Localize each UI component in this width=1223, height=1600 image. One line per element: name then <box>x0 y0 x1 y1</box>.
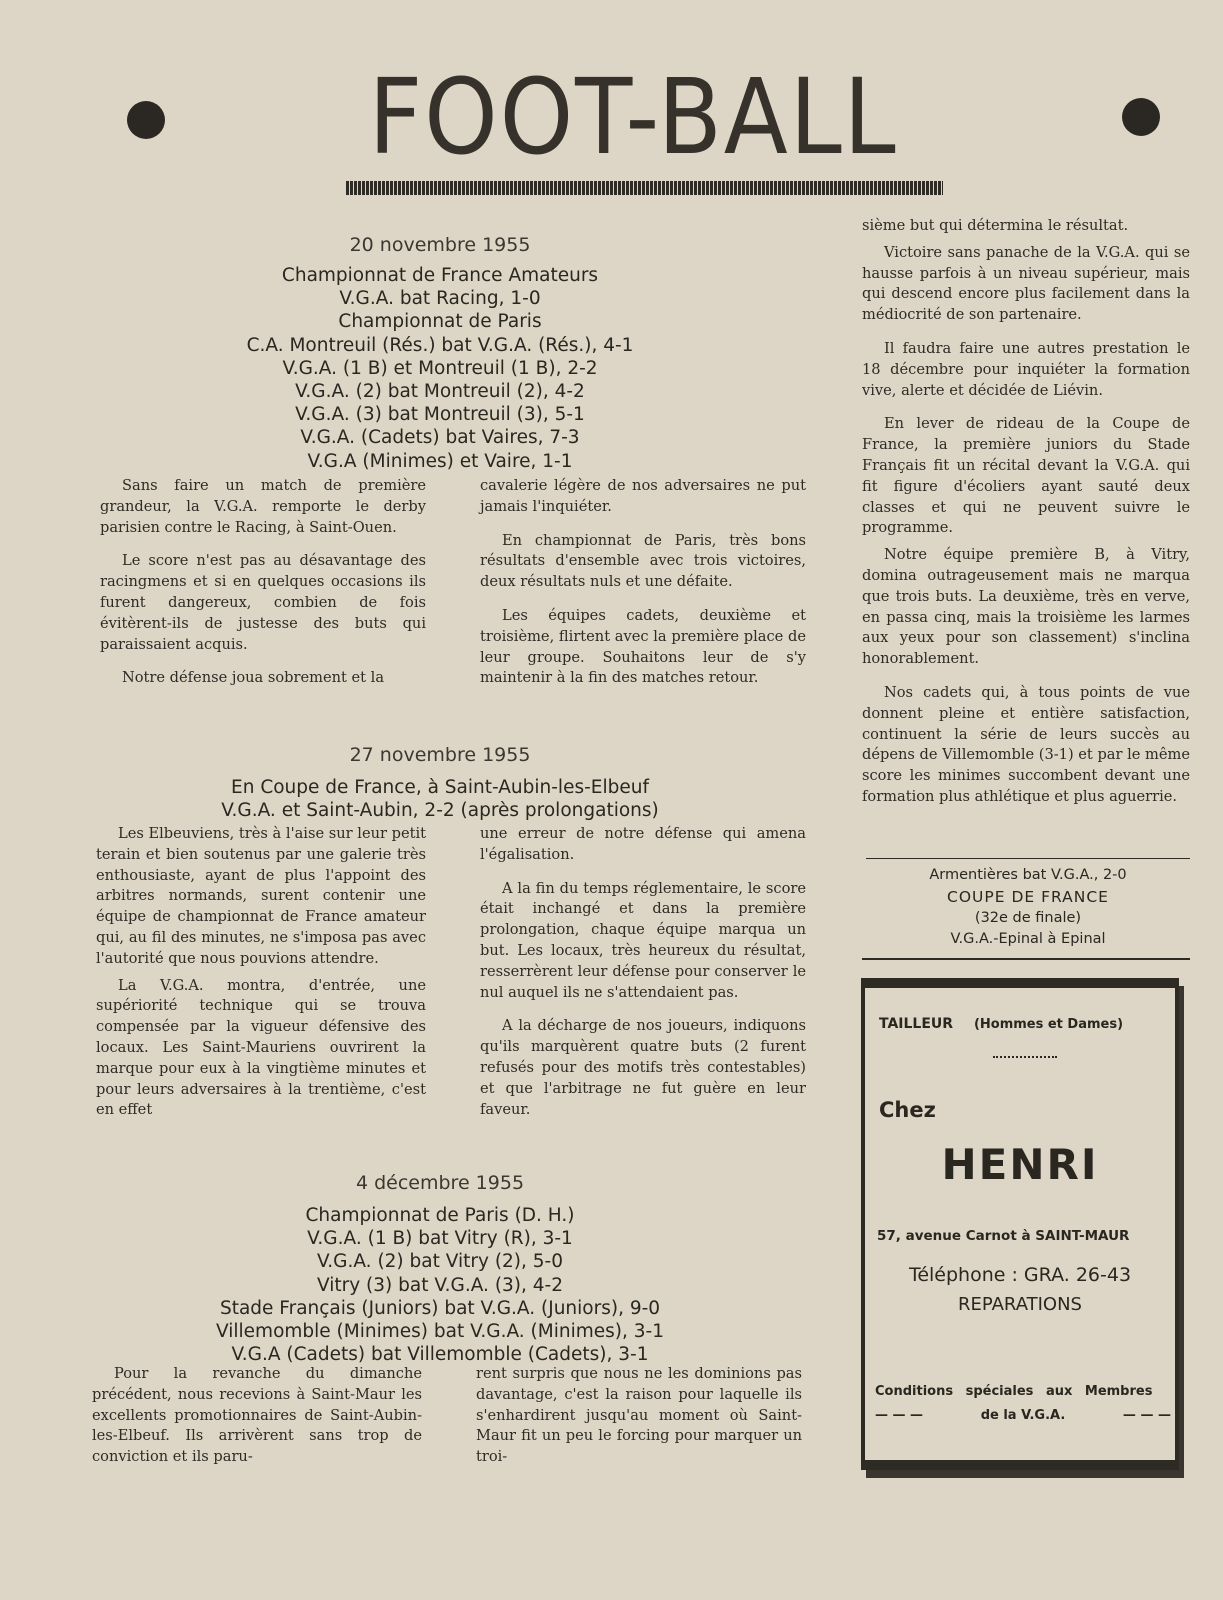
right-column <box>862 216 1190 821</box>
section-3-column-1 <box>92 1364 422 1481</box>
punch-hole-left <box>127 101 165 139</box>
ad-dashes-left: — — — <box>875 1408 924 1423</box>
right-column-divider-bottom <box>862 958 1190 960</box>
paragraph: sième but qui détermina le résultat. <box>862 217 1129 234</box>
paragraph: En championnat de Paris, très bons résultats d'ensemble avec trois victoires, deux résultats nuls et une défaite. <box>480 531 806 591</box>
ad-address: 57, avenue Carnot à SAINT-MAUR <box>877 1228 1130 1244</box>
section-2-column-2 <box>480 824 806 1133</box>
section-1-headlines <box>180 264 700 473</box>
paragraph: Les équipes cadets, deuxième et troisième, flirtent avec la première place de leur groupe. Souhaitons leur de s'y maintenir à la fin des matches retour. <box>480 606 806 687</box>
ad-name: HENRI <box>941 1140 1099 1189</box>
section-1-date: 20 novembre 1955 <box>349 234 531 256</box>
paragraph: A la fin du temps réglementaire, le score était inchangé et dans la première prolongation, chaque équipe marqua un but. Les locaux, très heureux du résultat, resserrèrent leur défense pour conserver le nul auquel ils ne s'attendaient pas. <box>480 879 806 1001</box>
page-title: FOOT-BALL <box>368 56 898 178</box>
headline: V.G.A (Minimes) et Vaire, 1-1 <box>307 450 573 472</box>
section-2-column-1 <box>96 824 426 1134</box>
headline: V.G.A. (2) bat Vitry (2), 5-0 <box>316 1251 564 1273</box>
punch-hole-right <box>1122 98 1160 136</box>
headline: Championnat de France Amateurs <box>281 265 599 286</box>
title-underline <box>346 181 943 195</box>
headline: V.G.A. et Saint-Aubin, 2-2 (après prolongations) <box>221 800 659 822</box>
section-2-headlines <box>160 776 720 822</box>
ad-dashes-right: — — — <box>1122 1408 1171 1423</box>
paragraph: A la décharge de nos joueurs, indiquons qu'ils marquèrent quatre buts (2 furent refusés pour des motifs très contestables) et que l'arbitrage ne fut guère en leur faveur. <box>480 1017 806 1118</box>
section-3-date: 4 décembre 1955 <box>355 1172 525 1194</box>
headline: V.G.A. (Cadets) bat Vaires, 7-3 <box>300 427 580 449</box>
headline: V.G.A. (3) bat Montreuil (3), 5-1 <box>295 404 585 426</box>
advertisement <box>861 978 1179 1470</box>
headline: C.A. Montreuil (Rés.) bat V.G.A. (Rés.), 4-1 <box>246 334 634 356</box>
headline: En Coupe de France, à Saint-Aubin-les-Elbeuf <box>231 777 649 798</box>
headline: V.G.A. (2) bat Montreuil (2), 4-2 <box>295 381 585 403</box>
paragraph: Nos cadets qui, à tous points de vue donnent pleine et entière satisfaction, continuent la série de leurs succès au dépens de Villemomble (3-1) et par le même score les minimes succombent devant une formation plus athlétique et plus aguerrie. <box>862 683 1190 805</box>
paragraph: Notre équipe première B, à Vitry, domina outrageusement mais ne marqua que trois buts. La deuxième, très en verve, en passa cinq, mais la troisième les larmes aux yeux pour son classement) s'inclina honorablement. <box>862 546 1190 668</box>
headline: Championnat de Paris <box>338 311 542 333</box>
result-heading: COUPE DE FRANCE <box>947 888 1109 906</box>
result-line: V.G.A.-Epinal à Epinal <box>950 931 1106 947</box>
result-subheading: (32e de finale) <box>974 910 1082 926</box>
ad-repairs: REPARATIONS <box>958 1294 1082 1315</box>
ad-conditions-member: de la V.G.A. <box>980 1408 1066 1423</box>
paragraph: Il faudra faire une autres prestation le 18 décembre pour inquiéter la formation vive, alerte et décidée de Liévin. <box>862 339 1190 399</box>
ad-conditions: Conditions spéciales aux Membres <box>875 1384 1153 1399</box>
ad-inner <box>865 988 1175 1460</box>
section-2-date: 27 novembre 1955 <box>349 744 531 766</box>
section-1-column-2 <box>480 476 806 702</box>
headline: Vitry (3) bat V.G.A. (3), 4-2 <box>316 1274 564 1296</box>
paragraph: Victoire sans panache de la V.G.A. qui se hausse parfois à un niveau supérieur, mais qui descend encore plus facilement dans la médiocrité de son partenaire. <box>862 243 1190 324</box>
paragraph: cavalerie légère de nos adversaires ne put jamais l'inquiéter. <box>480 477 806 515</box>
ad-trade: TAILLEUR <box>879 1016 954 1032</box>
results-box <box>866 864 1190 950</box>
headline: Villemomble (Minimes) bat V.G.A. (Minimes), 3-1 <box>216 1321 664 1343</box>
section-3-column-2 <box>476 1364 802 1481</box>
ad-ornament <box>993 1056 1057 1060</box>
ad-conditions-line2 <box>875 1408 1171 1423</box>
paragraph: Pour la revanche du dimanche précédent, nous recevions à Saint-Maur les excellents promotionnaires de Saint-Aubin-les-Elbeuf. Ils arrivèrent sans trop de conviction et ils paru- <box>92 1365 422 1466</box>
paragraph: Sans faire un match de première grandeur, la V.G.A. remporte le derby parisien contre le Racing, à Saint-Ouen. <box>100 477 426 536</box>
headline: V.G.A. (1 B) et Montreuil (1 B), 2-2 <box>282 357 598 379</box>
ad-chez: Chez <box>879 1098 936 1122</box>
paragraph: La V.G.A. montra, d'entrée, une supériorité technique qui se trouva compensée par la vigueur défensive des locaux. Les Saint-Mauriens ouvrirent la marque pour eux à la vingtième minutes et pour leurs adversaires à la trentième, c'est en effet <box>96 976 426 1119</box>
paragraph: une erreur de notre défense qui amena l'égalisation. <box>480 825 806 863</box>
ad-trade-detail: (Hommes et Dames) <box>973 1017 1124 1032</box>
headline: Stade Français (Juniors) bat V.G.A. (Juniors), 9-0 <box>219 1297 661 1319</box>
paragraph: Notre défense joua sobrement et la <box>122 669 385 687</box>
right-column-divider-top <box>866 858 1190 859</box>
headline: Championnat de Paris (D. H.) <box>305 1205 575 1226</box>
paragraph: En lever de rideau de la Coupe de France, la première juniors du Stade Français fit un récital devant la V.G.A. qui fit figure d'écoliers ayant sauté deux classes et qui ne peuvent suivre le programme. <box>862 415 1190 537</box>
headline: V.G.A. (1 B) bat Vitry (R), 3-1 <box>307 1228 573 1250</box>
paragraph: Les Elbeuviens, très à l'aise sur leur petit terain et bien soutenus par une galerie très enthousiaste, ayant de plus l'appoint des arbitres normands, surent contenir une équipe de championnat de France amateur qui, au fil des minutes, ne s'imposa pas avec l'autorité que nous pouvions attendre. <box>96 825 426 967</box>
headline: V.G.A (Cadets) bat Villemomble (Cadets), 3-1 <box>231 1344 649 1366</box>
ad-phone: Téléphone : GRA. 26-43 <box>908 1264 1132 1286</box>
ad-trade-line <box>879 1016 1169 1032</box>
paragraph: Le score n'est pas au désavantage des racingmens et si en quelques occasions ils furent dangereux, combien de fois évitèrent-ils de justesse des buts qui paraissaient acquis. <box>100 552 426 653</box>
section-3-headlines <box>150 1204 730 1366</box>
paragraph: rent surpris que nous ne les dominions pas davantage, c'est la raison pour laquelle ils s'enhardirent jusqu'au moment où Saint-Maur fit un peu le forcing pour marquer un troi- <box>476 1365 802 1466</box>
headline: V.G.A. bat Racing, 1-0 <box>339 288 541 310</box>
result-line: Armentières bat V.G.A., 2-0 <box>929 867 1127 883</box>
section-1-column-1 <box>100 476 426 702</box>
